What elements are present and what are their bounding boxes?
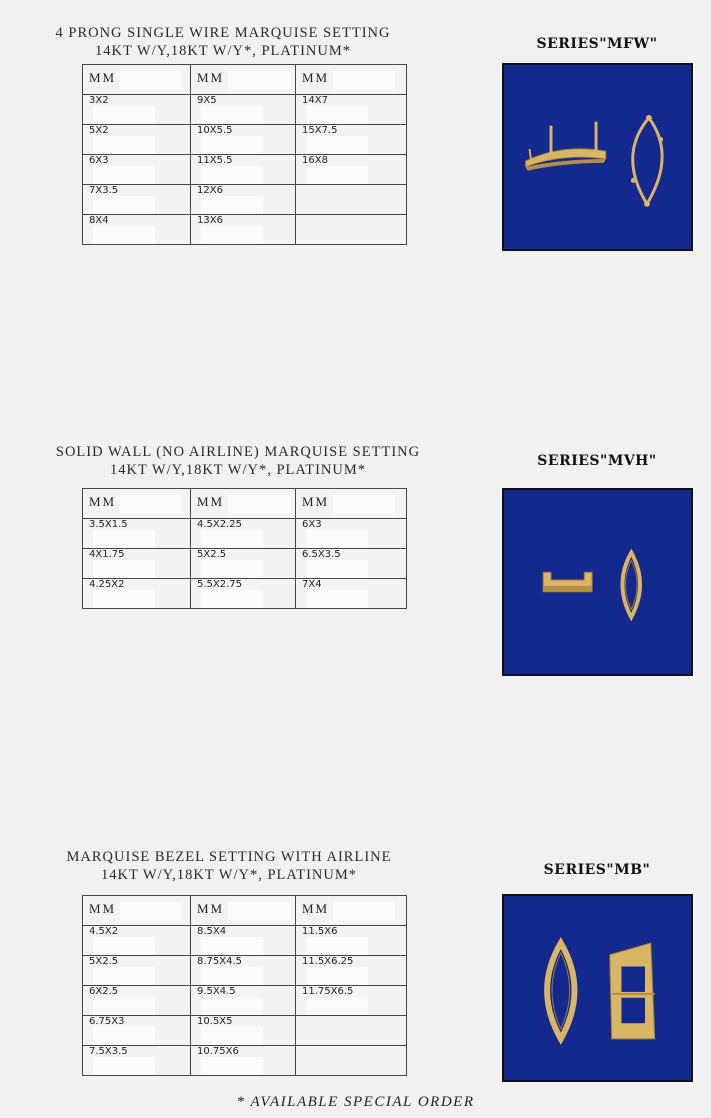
section-title-mvh [12,443,464,479]
table-cell: 6.75X3 [83,1016,191,1046]
table-cell: 5X2.5 [191,549,296,579]
table-cell: 11X5.5 [191,155,296,185]
column-header: MM [83,65,191,95]
table-cell: 7X3.5 [83,185,191,215]
table-header-row [83,489,407,519]
table-cell: 16X8 [296,155,407,185]
table-row [83,986,407,1016]
title-line-2: 14KT W/Y,18KT W/Y*, PLATINUM* [109,462,367,478]
table-row [83,579,407,609]
column-header: MM [191,489,296,519]
table-cell: 9X5 [191,95,296,125]
special-order-note: * AVAILABLE SPECIAL ORDER [236,1094,475,1110]
size-table-mvh [82,488,407,609]
column-header: MM [191,896,296,926]
table-row [83,155,407,185]
column-header: MM [296,65,407,95]
table-header-row [83,65,407,95]
column-header: MM [296,489,407,519]
table-cell: 4.5X2 [83,926,191,956]
table-row [83,215,407,245]
title-line-1: SOLID WALL (NO AIRLINE) MARQUISE SETTING [55,444,421,460]
table-cell: 11.5X6.25 [296,956,407,986]
table-cell: 6.5X3.5 [296,549,407,579]
table-cell [296,185,407,215]
table-cell [296,1046,407,1076]
table-cell: 10.5X5 [191,1016,296,1046]
table-row [83,926,407,956]
column-header: MM [83,896,191,926]
table-cell: 6X2.5 [83,986,191,1016]
table-cell: 6X3 [83,155,191,185]
title-line-2: 14KT W/Y,18KT W/Y*, PLATINUM* [100,867,358,883]
product-photo-mb [502,894,693,1082]
title-line-1: 4 PRONG SINGLE WIRE MARQUISE SETTING [55,25,391,41]
table-cell: 7.5X3.5 [83,1046,191,1076]
table-row [83,1046,407,1076]
series-label-mfw: SERIES"MFW" [536,36,658,52]
product-photo-mvh [502,488,693,676]
table-cell: 11.5X6 [296,926,407,956]
solid-wall-setting-image [504,490,691,674]
series-label-mb: SERIES"MB" [543,862,651,878]
table-cell: 8.5X4 [191,926,296,956]
table-cell [296,1016,407,1046]
table-cell: 12X6 [191,185,296,215]
table-cell: 10.75X6 [191,1046,296,1076]
size-table-mb [82,895,407,1076]
table-row [83,519,407,549]
table-cell: 5X2 [83,125,191,155]
table-cell: 5.5X2.75 [191,579,296,609]
series-label-mvh: SERIES"MVH" [537,453,657,469]
table-cell [296,215,407,245]
column-header: MM [191,65,296,95]
table-header-row [83,896,407,926]
table-cell: 15X7.5 [296,125,407,155]
table-cell: 13X6 [191,215,296,245]
table-cell: 9.5X4.5 [191,986,296,1016]
table-cell: 4X1.75 [83,549,191,579]
title-line-1: MARQUISE BEZEL SETTING WITH AIRLINE [66,849,392,865]
table-row [83,185,407,215]
table-cell: 4.25X2 [83,579,191,609]
table-row [83,95,407,125]
table-cell: 7X4 [296,579,407,609]
table-cell: 8.75X4.5 [191,956,296,986]
table-cell: 5X2.5 [83,956,191,986]
title-line-2: 14KT W/Y,18KT W/Y*, PLATINUM* [94,43,352,59]
table-row [83,1016,407,1046]
bezel-setting-image [504,896,691,1080]
table-cell: 14X7 [296,95,407,125]
section-title-mfw [18,24,428,60]
section-title-mb [24,848,434,884]
prong-setting-image [504,65,691,249]
table-cell: 8X4 [83,215,191,245]
table-row [83,125,407,155]
table-cell: 4.5X2.25 [191,519,296,549]
table-cell: 6X3 [296,519,407,549]
column-header: MM [296,896,407,926]
table-cell: 10X5.5 [191,125,296,155]
table-row [83,956,407,986]
product-photo-mfw [502,63,693,251]
column-header: MM [83,489,191,519]
table-cell: 3.5X1.5 [83,519,191,549]
size-table-mfw [82,64,407,245]
table-row [83,549,407,579]
table-cell: 11.75X6.5 [296,986,407,1016]
table-cell: 3X2 [83,95,191,125]
